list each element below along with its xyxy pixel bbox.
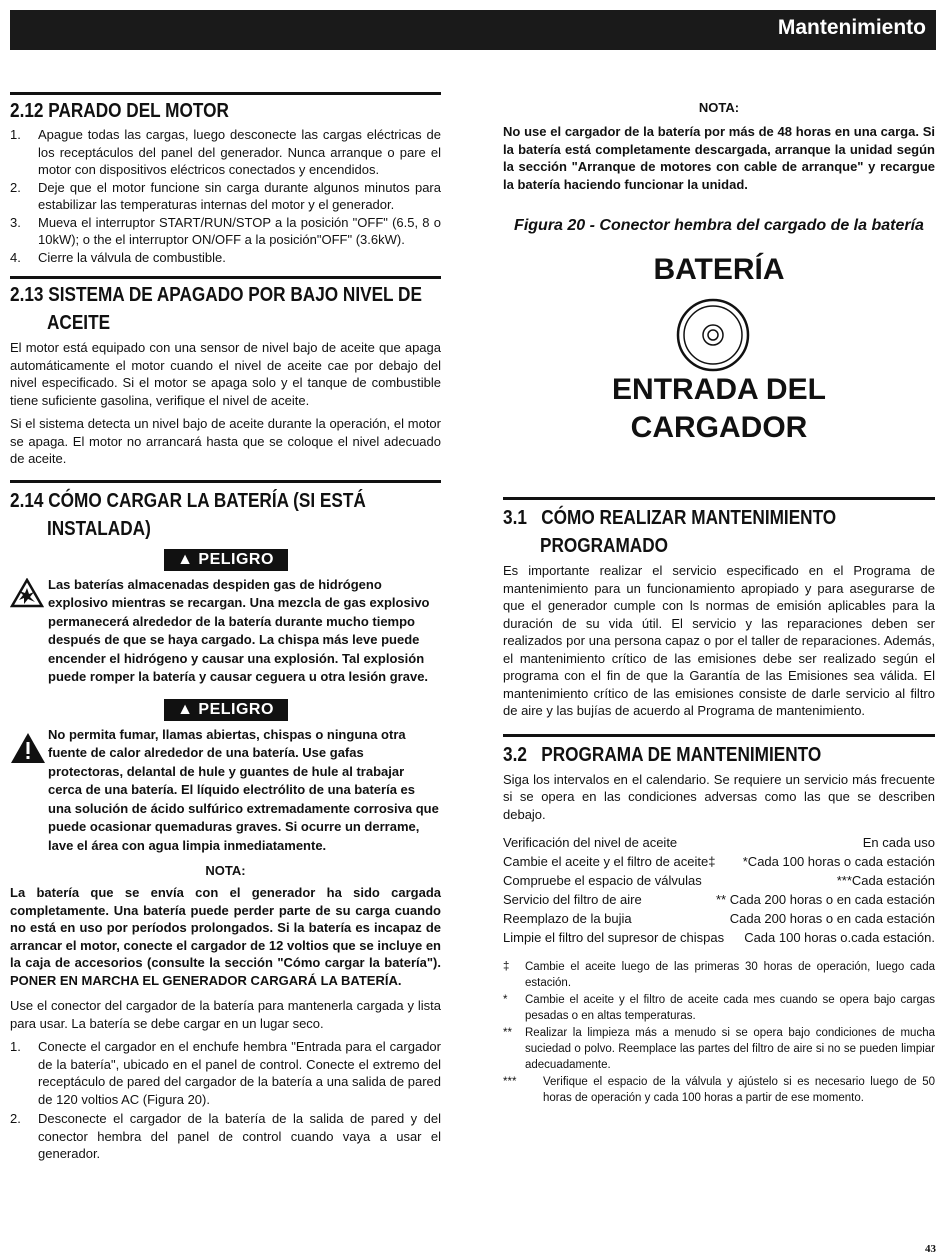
list-item: 4. Cierre la válvula de combustible. [10,249,226,265]
section-2-12-title: 2.12 PARADO DEL MOTOR [10,100,229,122]
battery-charge-steps [10,1038,441,1163]
list-item: 1. Apague todas las cargas, luego desconecte las cargas eléctricas de los receptáculos del panel del generador. Nunca arranque o pare el motor con dispositivos eléctricos conectados y encendidos. [10,127,441,177]
section-rule [10,92,441,95]
warning-triangle-icon: ▲ [177,550,194,568]
section-rule [503,734,935,737]
footnote: ‡ Cambie el aceite luego de las primeras 30 horas de operación, luego cada estación. [503,961,935,989]
right-column [503,92,935,1107]
table-row: Limpie el filtro del supresor de chispas Cada 100 horas o.cada estación. [503,930,935,945]
section-header-title: Mantenimiento [777,16,926,39]
list-item: 3. Mueva el interruptor START/RUN/STOP a la posición "OFF" (6.5, 8 o 10kW); o the el interruptor ON/OFF a la posición"OFF" (3.6kW). [10,214,441,247]
table-row: Servicio del filtro de aire ** Cada 200 horas o en cada estación [503,892,935,907]
list-item: 2. Deje que el motor funcione sin carga durante algunos minutos para estabilizar las temperaturas internas del motor y el generador. [10,179,441,212]
footnote: ** Realizar la limpieza más a menudo si se opera bajo condiciones de mucha suciedad o polvo. Reemplace las partes del filtro de aire si no se pueden limpiar adecuadamente. [503,1027,935,1071]
note-title: NOTA: [698,100,740,115]
danger-warning-explosion: Las baterías almacenadas despiden gas de hidrógeno explosivo mientras se recargan. Una mezcla de gas explosivo permanecerá alrededor de la batería durante mucho tiempo después de que se haya cargado. La chispa más leve puede encender el hidrógeno y causar una explosión. Tal explosión puede romper la batería y causar ceguera u otra lesión grave. [10,576,441,687]
figure-label-battery: BATERÍA [653,253,785,286]
list-item: 2. Desconecte el cargador de la batería de la salida de pared y del conector hembra del panel de control cuando vaya a usar el generador. [10,1111,441,1161]
table-row: Compruebe el espacio de válvulas ***Cada estación [503,873,935,888]
section-rule [503,497,935,500]
danger-badge: ▲ PELIGRO [164,549,288,571]
battery-charger-figure [503,235,935,455]
scheduled-maintenance-paragraph: Es importante realizar el servicio especificado en el Programa de mantenimiento para un funcionamiento apropiado y para asegurarse de que el generador cumple con ls normas de emisión aplicables para la duración de su vida útil. El servicio y las reparaciones deben ser realizados por una persona capaz o por el taller de reparaciones. Además, el mantenimiento crítico de las emisiones debe ser realizado según el programa con el fin de que la Garantía de las Emisiones sea válida. El mantenimiento crítico de las emisiones consiste de darle servicio al filtro de aire y las bujías de acuerdo al Programa de mantenimiento. [503,563,935,718]
danger-badge: ▲ PELIGRO [164,699,288,721]
left-column [10,92,441,1163]
footnote: * Cambie el aceite y el filtro de aceite cada mes cuando se opera bajo cargas pesadas o en altas temperaturas. [503,994,935,1022]
explosion-warning-icon [10,578,46,613]
page-number: 43 [925,1243,936,1255]
oil-shutdown-paragraph-1: El motor está equipado con una sensor de nivel bajo de aceite que apaga automáticamente el motor cuando el nivel de aceite cae por debajo del nivel especificado. Si el motor se apaga solo y el tanque de combustible tiene suficiente gasolina, verifique el nivel de aceite. [10,340,441,408]
list-item: 1. Conecte el cargador en el enchufe hembra "Entrada para el cargador de la batería", ubicado en el panel de control. Conecte el extremo del receptáculo de pared del cargador de la batería a una salida de pared de 120 voltios AC (Figura 20). [10,1039,441,1107]
figure-caption: Figura 20 - Conector hembra del cargado de la batería [514,217,924,234]
section-rule [10,276,441,279]
section-2-14-title: 2.14 CÓMO CARGAR LA BATERÍA (SI ESTÁ INSTALADA) [10,489,366,540]
exclamation-warning-icon [10,732,46,769]
maintenance-schedule-paragraph: Siga los intervalos en el calendario. Se requiere un servicio más frecuente si se opera en las condiciones adversas como las que se describen debajo. [503,771,935,822]
section-2-13-title: 2.13 SISTEMA DE APAGADO POR BAJO NIVEL DE ACEITE [10,284,422,334]
engine-stop-steps [10,126,441,266]
figure-label-charger-entry: ENTRADA DEL CARGADOR [612,373,826,444]
section-3-2-title: 3.2 PROGRAMA DE MANTENIMIENTO [503,743,822,766]
section-header-bar [10,10,936,50]
section-rule [10,480,441,483]
charger-socket-icon [675,297,751,373]
charger-paragraph: Use el conector del cargador de la batería para mantenerla cargada y lista para usar. La batería se debe cargar en un lugar seco. [10,998,441,1031]
footnote: *** Verifique el espacio de la válvula y ajústelo si es necesario luego de 50 horas de operación y cada 100 horas a partir de ese momento. [503,1076,935,1104]
danger-warning-acid: No permita fumar, llamas abiertas, chispas o ninguna otra fuente de calor alrededor de una batería. Use gafas protectoras, delantal de hule y guantes de hule al trabajar cerca de una batería. El líquido electrólito de una batería es una solución de ácido sulfúrico extremadamente corrosiva que puede ocasionar quemaduras graves. Si ocurre un derrame, lave el área con agua limpia inmediatamente. [10,726,441,856]
schedule-footnotes [503,959,935,1106]
section-3-1-title: 3.1 CÓMO REALIZAR MANTENIMIENTO PROGRAMADO [503,507,837,557]
oil-shutdown-paragraph-2: Si el sistema detecta un nivel bajo de aceite durante la operación, el motor se apaga. El motor no arrancará hasta que se coloque el nivel adecuado de aceite. [10,416,441,466]
table-row: Reemplazo de la bujia Cada 200 horas o en cada estación [503,911,935,926]
warning-triangle-icon: ▲ [177,700,194,718]
table-row: Cambie el aceite y el filtro de aceite‡ *Cada 100 horas o cada estación [503,854,935,869]
note-title: NOTA: [205,863,246,878]
maintenance-schedule-table [503,833,935,947]
note-text: La batería que se envía con el generador ha sido cargada completamente. Una batería puede perder parte de su carga cuando no está en uso por períodos prolongados. Si la batería es incapaz de arrancar el motor, conecte el cargador de 12 voltios que se incluye en la caja de accesorios (consulte la sección "Cómo cargar la batería"). PONER EN MARCHA EL GENERADOR CARGARÁ LA BATERÍA. [10,885,441,988]
table-row: Verificación del nivel de aceite En cada uso [503,835,935,850]
note-text: No use el cargador de la batería por más de 48 horas en una carga. Si la batería está completamente descargada, arranque la unidad según la sección "Arranque de motores con cable de arranque" y recargue la batería haciendo funcionar la unidad. [503,124,935,192]
